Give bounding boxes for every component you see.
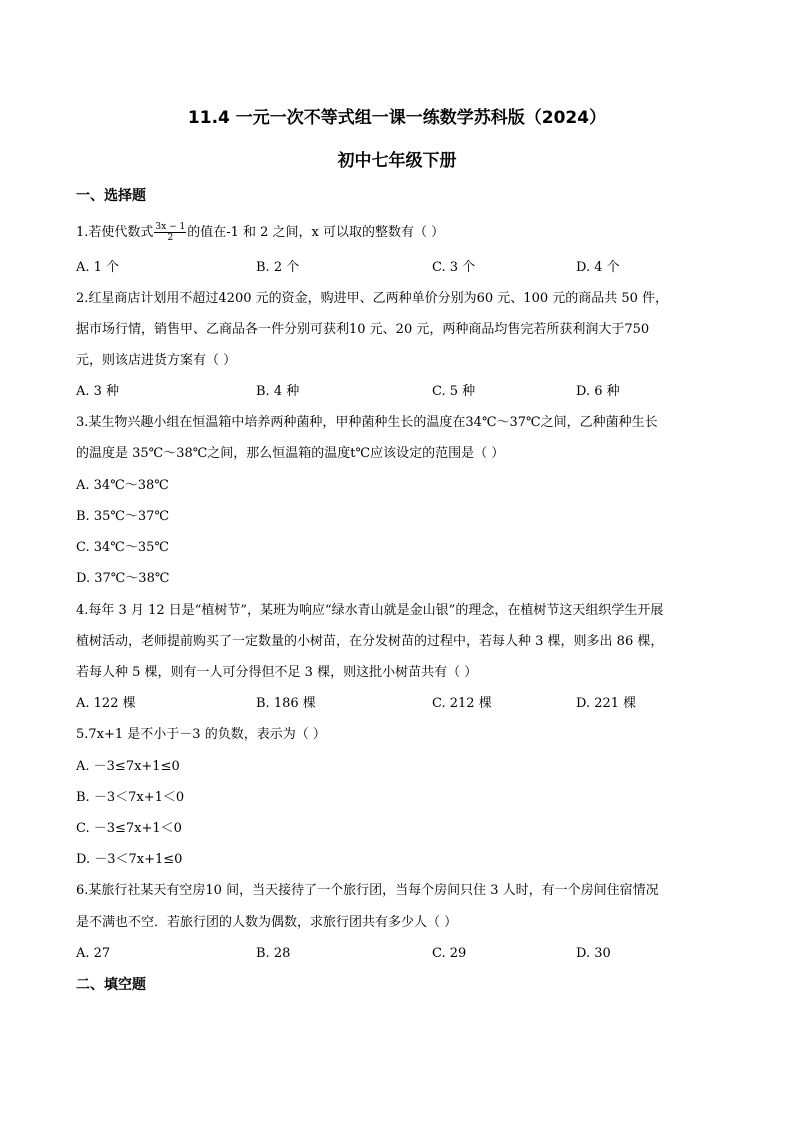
question-1-option-b: B. 2 个: [256, 260, 300, 275]
question-4-line-1: 4.每年 3 月 12 日是“植树节”，某班为响应“绿水青山就是金山银”的理念，在植树节这天组织学生开展: [76, 603, 664, 618]
question-2-line-3: 元，则该店进货方案有（ ）: [76, 353, 237, 368]
section-heading-fill: 二、填空题: [76, 977, 146, 993]
question-5-option-a: A. －3≤7x+1≤0: [76, 759, 180, 774]
question-1-option-d: D. 4 个: [576, 260, 620, 275]
question-1-option-a: A. 1 个: [76, 260, 120, 275]
question-3-line-1: 3.某生物兴趣小组在恒温箱中培养两种菌种，甲种菌种生长的温度在34℃～37℃之间，乙种菌种生长: [76, 415, 658, 430]
question-1-prefix: 1.若使代数式: [76, 225, 154, 240]
fraction-denominator: 2: [167, 233, 174, 243]
question-2-option-b: B. 4 种: [256, 384, 300, 399]
question-5-option-d: D. －3＜7x+1≤0: [76, 852, 183, 867]
question-6-line-2: 是不满也不空．若旅行团的人数为偶数，求旅行团共有多少人（ ）: [76, 915, 458, 930]
question-2-option-a: A. 3 种: [76, 384, 120, 399]
question-6-line-1: 6.某旅行社某天有空房10 间，当天接待了一个旅行团，当每个房间只住 3 人时，有一个房间住宿情况: [76, 883, 659, 898]
question-2-line-1: 2.红星商店计划用不超过4200 元的资金，购进甲、乙两种单价分别为60 元、100 元的商品共 50 件，: [76, 291, 669, 306]
question-5-option-b: B. －3＜7x+1＜0: [76, 790, 185, 805]
question-6-option-b: B. 28: [256, 946, 291, 961]
question-6-option-d: D. 30: [576, 946, 611, 961]
question-4-line-2: 植树活动，老师提前购买了一定数量的小树苗，在分发树苗的过程中，若每人种 3 棵，则多出 86 棵，: [76, 634, 664, 649]
question-2-option-d: D. 6 种: [576, 384, 620, 399]
question-6-option-a: A. 27: [76, 946, 111, 961]
question-3-option-b: B. 35℃～37℃: [76, 509, 169, 524]
section-heading-choice: 一、选择题: [76, 188, 146, 204]
question-4-option-b: B. 186 棵: [256, 696, 316, 711]
question-1-fraction: [154, 222, 186, 243]
question-4-option-c: C. 212 棵: [432, 696, 492, 711]
question-1-suffix: 的值在-1 和 2 之间，x 可以取的整数有（ ）: [187, 225, 445, 240]
question-4-option-d: D. 221 棵: [576, 696, 637, 711]
question-2-option-c: C. 5 种: [432, 384, 476, 399]
question-4-option-a: A. 122 棵: [76, 696, 136, 711]
question-4-line-3: 若每人种 5 棵，则有一人可分得但不足 3 棵，则这批小树苗共有（ ）: [76, 665, 478, 680]
question-5-line-1: 5.7x+1 是不小于－3 的负数，表示为（ ）: [76, 727, 326, 742]
question-3-line-2: 的温度是 35℃～38℃之间，那么恒温箱的温度t℃应该设定的范围是（ ）: [76, 446, 505, 461]
question-3-option-c: C. 34℃～35℃: [76, 540, 169, 555]
question-1-option-c: C. 3 个: [432, 260, 476, 275]
fraction-numerator: 3x − 1: [155, 222, 186, 232]
question-6-option-c: C. 29: [432, 946, 467, 961]
question-3-option-d: D. 37℃～38℃: [76, 571, 170, 586]
question-2-line-2: 据市场行情，销售甲、乙商品各一件分别可获利10 元、20 元，两种商品均售完若所获利润大于750: [76, 322, 650, 337]
question-1: [76, 222, 444, 243]
page-title: 11.4 一元一次不等式组一课一练数学苏科版（2024）: [187, 108, 607, 128]
page-subtitle: 初中七年级下册: [337, 151, 457, 171]
question-3-option-a: A. 34℃～38℃: [76, 478, 169, 493]
question-5-option-c: C. －3≤7x+1＜0: [76, 821, 182, 836]
